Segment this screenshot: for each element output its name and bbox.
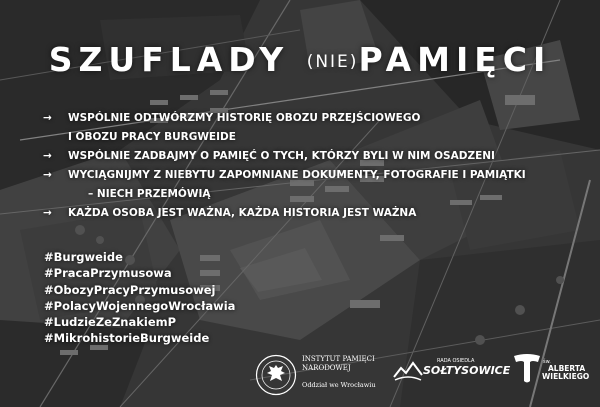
hashtag: #ObozyPracyPrzymusowej: [44, 282, 216, 297]
page-title: [0, 40, 600, 79]
bullet-text: WSPÓLNIE ODTWÓRZMY HISTORIĘ OBOZU PRZEJŚCIOWEGO: [68, 112, 421, 124]
hashtag: #LudzieZeZnakiemP: [44, 315, 177, 330]
arrow-icon: →: [43, 169, 52, 181]
ipn-name-line: NARODOWEJ: [302, 363, 351, 372]
hashtag: #PolacyWojennegoWrocławia: [44, 298, 236, 313]
parish-prefix: św.: [543, 359, 551, 365]
bullet-text: WYCIĄGNIJMY Z NIEBYTU ZAPOMNIANE DOKUMENTY, FOTOGRAFIE I PAMIĄTKI: [68, 169, 526, 181]
ipn-branch: Oddział we Wrocławiu: [302, 381, 376, 389]
bullet-text: WSPÓLNIE ZADBAJMY O PAMIĘĆ O TYCH, KTÓRZY BYLI W NIM OSADZENI: [68, 150, 495, 162]
bullet-item: [43, 147, 583, 166]
ipn-name-line: INSTYTUT PAMIĘCI: [302, 355, 375, 363]
bullet-item: [43, 166, 583, 204]
parish-name: ALBERTA: [548, 364, 586, 373]
eagle-seal-icon: [255, 354, 297, 396]
ipn-name: [302, 355, 375, 372]
bullet-text: KAŻDA OSOBA JEST WAŻNA, KAŻDA HISTORIA JEST WAŻNA: [68, 207, 417, 219]
ipn-logo: [255, 354, 395, 399]
hashtag: #Burgweide: [44, 250, 123, 264]
arrow-icon: →: [43, 207, 52, 219]
title-main: SZUFLADY: [48, 40, 307, 79]
arrow-icon: →: [43, 150, 52, 162]
parish-logo: [512, 351, 592, 387]
rada-name: SOŁTYSOWICE: [423, 364, 511, 377]
hashtag: #MikrohistorieBurgweide: [44, 331, 210, 346]
rooftops-icon: [393, 357, 423, 381]
bullet-text: – NIECH PRZEMÓWIĄ: [88, 188, 211, 200]
bullet-item: [43, 109, 583, 147]
bullet-text: I OBOZU PRACY BURGWEIDE: [68, 131, 236, 143]
hashtag-list: [44, 249, 235, 347]
title-nie: (NIE): [306, 52, 359, 72]
tau-cross-icon: [512, 351, 542, 385]
bullet-item: [43, 204, 583, 223]
title-main-2: PAMIĘCI: [358, 40, 552, 79]
bullet-list: [43, 109, 583, 223]
arrow-icon: →: [43, 112, 52, 124]
parish-name: WIELKIEGO: [542, 372, 590, 381]
rada-osiedla-logo: [393, 354, 511, 384]
hashtag: #PracaPrzymusowa: [44, 266, 172, 281]
rada-label: RADA OSIEDLA: [437, 358, 475, 364]
